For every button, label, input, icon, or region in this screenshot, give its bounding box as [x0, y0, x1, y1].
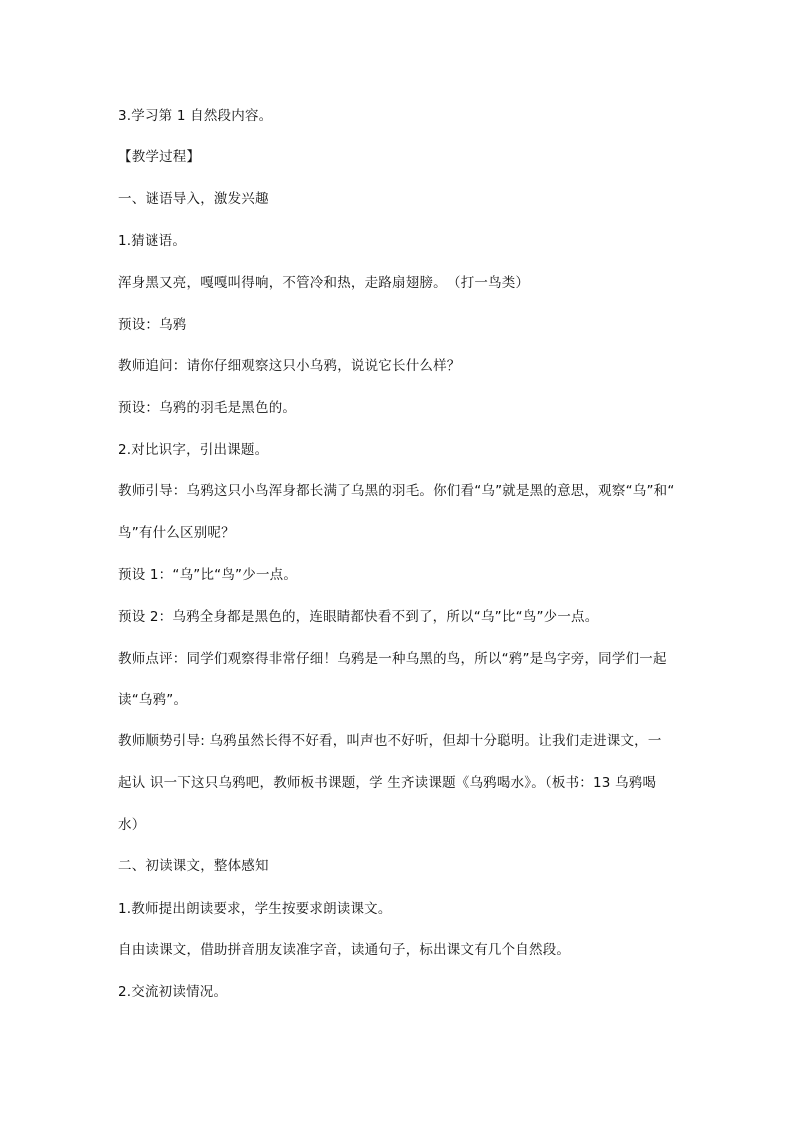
paragraph-line: 2.交流初读情况。 — [118, 984, 228, 1000]
paragraph-line: 鸟”有什么区别呢？ — [118, 525, 235, 541]
paragraph-line: 教师顺势引导: 乌鸦虽然长得不好看，叫声也不好听，但却十分聪明。让我们走进课文，一 — [118, 733, 662, 749]
section-heading: 【教学过程】 — [118, 149, 201, 165]
paragraph-line: 1.猜谜语。 — [118, 233, 187, 249]
paragraph-line: 读“乌鸦”。 — [118, 692, 188, 708]
paragraph-line: 自由读课文，借助拼音朋友读准字音，读通句子，标出课文有几个自然段。 — [118, 942, 571, 958]
paragraph-line: 教师点评：同学们观察得非常仔细！乌鸦是一种乌黑的鸟，所以“鸦”是鸟字旁，同学们一起 — [118, 651, 667, 667]
paragraph-line: 起认 识一下这只乌鸦吧，教师板书课题，学 生齐读课题《乌鸦喝水》。（板书：13 乌鸦喝 — [118, 775, 657, 791]
paragraph-line: 1.教师提出朗读要求，学生按要求朗读课文。 — [118, 901, 392, 917]
paragraph-line: 预设 1：“乌”比“鸟”少一点。 — [118, 567, 298, 583]
paragraph-line: 教师引导：乌鸦这只小鸟浑身都长满了乌黑的羽毛。你们看“乌”就是黑的意思，观察“乌”和“ — [118, 483, 675, 499]
paragraph-line: 水） — [118, 817, 146, 833]
paragraph-line: 浑身黑又亮，嘎嘎叫得响，不管冷和热，走路扇翅膀。 （打一鸟类） — [118, 275, 530, 291]
section-heading: 二、初读课文，整体感知 — [118, 858, 269, 874]
paragraph-line: 预设 2：乌鸦全身都是黑色的，连眼睛都快看不到了，所以“乌”比“鸟”少一点。 — [118, 609, 599, 625]
paragraph-line: 3.学习第 1 自然段内容。 — [118, 108, 273, 124]
paragraph-line: 预设：乌鸦的羽毛是黑色的。 — [118, 400, 297, 416]
paragraph-line: 2.对比识字，引出课题。 — [118, 442, 269, 458]
paragraph-line: 教师追问：请你仔细观察这只小乌鸦，说说它长什么样？ — [118, 358, 461, 374]
paragraph-line: 预设：乌鸦 — [118, 317, 187, 333]
section-heading: 一、谜语导入，激发兴趣 — [118, 191, 269, 207]
